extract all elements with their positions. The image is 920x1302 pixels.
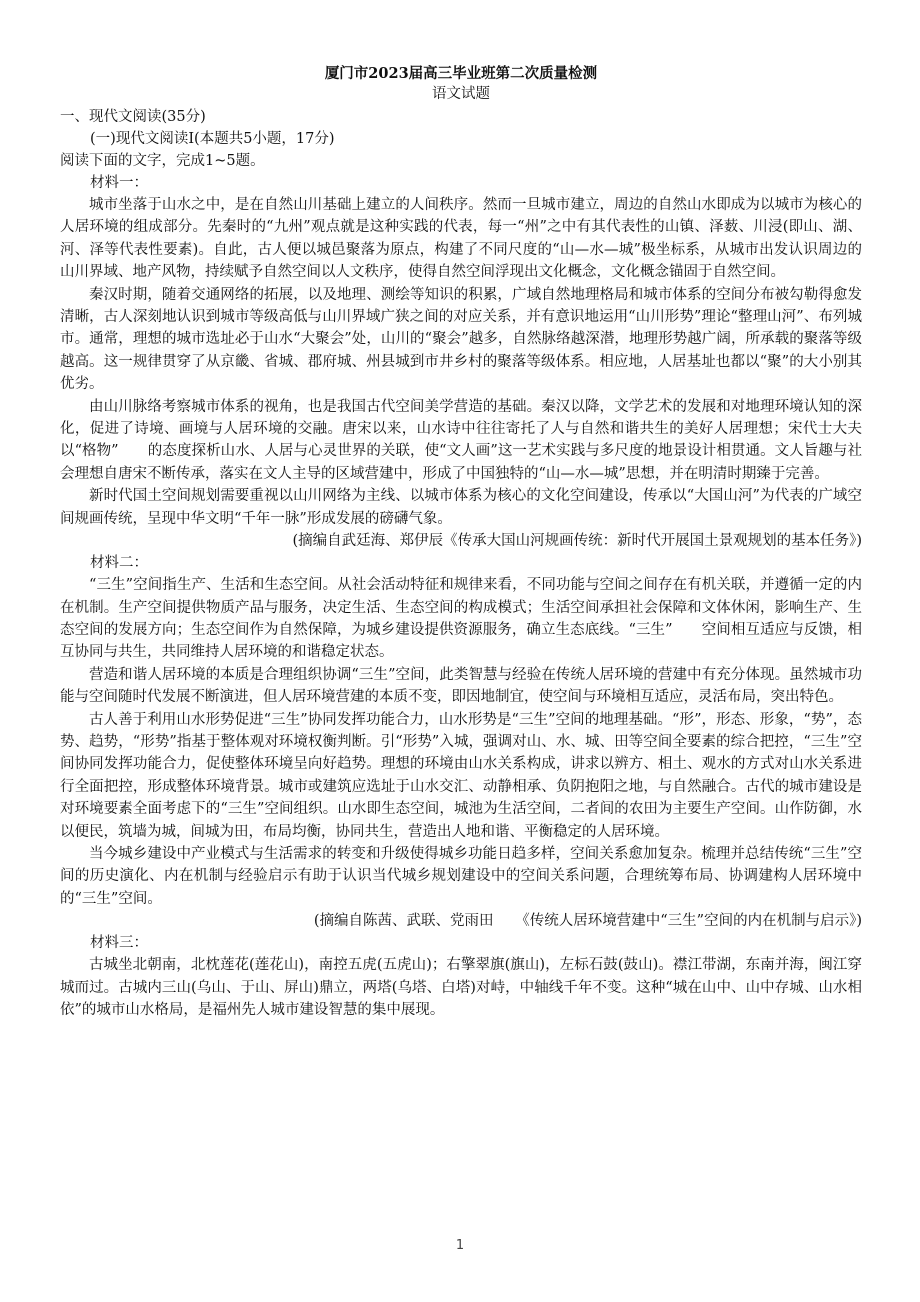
material1-paragraph: 城市坐落于山水之中，是在自然山川基础上建立的人间秩序。然而一旦城市建立，周边的自然山水即成为以城市为核心的人居环境的组成部分。先秦时的“九州”观点就是这种实践的代表，每一“州”之中有其代表性的山镇、泽薮、川浸(即山、湖、河、泽等代表性要素)。自此，古人便以城邑聚落为原点，构建了不同尺度的“山—水—城”极坐标系，从城市出发认识周边的山川界域、地产风物，持续赋予自然空间以人文秩序，使得自然空间浮现出文化概念，文化概念锚固于自然空间。: [60, 197, 862, 281]
material2-paragraph: “三生”空间指生产、生活和生态空间。从社会活动特征和规律来看，不同功能与空间之间存在有机关联，并遵循一定的内在机制。生产空间提供物质产品与服务，决定生活、生态空间的构成模式；生活空间承担社会保障和文体休闲，影响生产、生态空间的发展方向；生态空间作为自然保障，为城乡建设提供资源服务，确立生态底线。“三生” 空间相互适应与反馈，相互协同与共生，共同维持人居环境的和谐稳定状态。: [60, 577, 862, 661]
material2-source: (摘编自陈茜、武联、党雨田 《传统人居环境营建中“三生”空间的内在机制与启示》): [313, 913, 862, 930]
exam-page: [60, 64, 862, 1021]
material1-source: (摘编自武廷海、郑伊辰《传承大国山河规画传统：新时代开展国土景观规划的基本任务》): [292, 533, 862, 550]
material2-label: 材料二：: [90, 555, 148, 572]
material2-paragraph: 当今城乡建设中产业模式与生活需求的转变和升级使得城乡功能日趋多样，空间关系愈加复杂。梳理并总结传统“三生”空间的历史演化、内在机制与经验启示有助于认识当代城乡规划建设中的空间关系问题，合理统筹布局、协调建构人居环境中的“三生”空间。: [60, 845, 862, 907]
material3-paragraph: 古城坐北朝南，北枕莲花(莲花山)，南控五虎(五虎山)；右擎翠旗(旗山)，左标石鼓(鼓山)。襟江带湖，东南并海，闽江穿城而过。古城内三山(乌山、于山、屏山)鼎立，两塔(乌塔、白塔)对峙，中轴线千年不变。这种“城在山中、山中存城、山水相依”的城市山水格局，是福州先人城市建设智慧的集中展现。: [60, 957, 862, 1018]
material1-paragraph: 新时代国土空间规划需要重视以山川网络为主线、以城市体系为核心的文化空间建设，传承以“大国山河”为代表的广域空间规画传统，呈现中华文明“千年一脉”形成发展的磅礴气象。: [60, 488, 862, 527]
section-subheading: (一)现代文阅读Ⅰ(本题共5小题，17分): [90, 131, 335, 147]
section-heading: 一、现代文阅读(35分): [60, 109, 206, 125]
page-number: 1: [455, 1238, 465, 1253]
exam-title: 厦门市2023届高三毕业班第二次质量检测: [324, 65, 598, 82]
material1-paragraph: 秦汉时期，随着交通网络的拓展，以及地理、测绘等知识的积累，广域自然地理格局和城市体系的空间分布被勾勒得愈发清晰，古人深刻地认识到城市等级高低与山川界域广狭之间的对应关系，并有意识地运用“山川形势”理论“整理山河”、布列城市。通常，理想的城市选址必于山水“大聚会”处，山川的“聚会”越多，自然脉络越深潜，地理形势越广阔，所承载的聚落等级越高。这一规律贯穿了从京畿、省城、郡府城、州县城到市井乡村的聚落等级体系。相应地，人居基址也都以“聚”的大小别其优劣。: [60, 286, 862, 393]
exam-subtitle: 语文试题: [432, 86, 490, 102]
material2-paragraph: 营造和谐人居环境的本质是合理组织协调“三生”空间，此类智慧与经验在传统人居环境的营建中有充分体现。虽然城市功能与空间随时代发展不断演进，但人居环境营建的本质不变，即因地制宜，使空间与环境相互适应，灵活布局，突出特色。: [60, 666, 862, 706]
material1-label: 材料一：: [90, 175, 148, 191]
material2-paragraph: 古人善于利用山水形势促进“三生”协同发挥功能合力，山水形势是“三生”空间的地理基础。“形”，形态、形象，“势”，态势、趋势，“形势”指基于整体观对环境权衡判断。引“形势”入城，强调对山、水、城、田等空间全要素的综合把控，“三生”空间协同发挥功能合力，促使整体环境呈向好趋势。理想的环境由山水关系构成，讲求以辨方、相土、观水的方式对山水关系进行全面把控，形成整体环境背景。城市或建筑应选址于山水交汇、动静相承、负阴抱阳之地，与自然融合。古代的城市建设是对环境要素全面考虑下的“三生”空间组织。山水即生态空间，城池为生活空间，二者间的农田为主要生产空间。山作防御，水以便民，筑墙为城，间城为田，布局均衡，协同共生，营造出人地和谐、平衡稳定的人居环境。: [60, 711, 862, 840]
material1-paragraph: 由山川脉络考察城市体系的视角，也是我国古代空间美学营造的基础。秦汉以降，文学艺术的发展和对地理环境认知的深化，促进了诗境、画境与人居环境的交融。唐宋以来，山水诗中往往寄托了人与自然和谐共生的美好人居理想；宋代士大夫以“格物” 的态度探析山水、人居与心灵世界的关联，使“文人画”这一艺术实践与多尺度的地景设计相贯通。文人旨趣与社会理想自唐宋不断传承，落实在文人主导的区域营建中，形成了中国独特的“山—水—城”思想，并在明清时期臻于完善。: [60, 398, 862, 482]
reading-instruction: 阅读下面的文字，完成1~5题。: [60, 153, 265, 169]
material3-label: 材料三：: [90, 935, 148, 952]
